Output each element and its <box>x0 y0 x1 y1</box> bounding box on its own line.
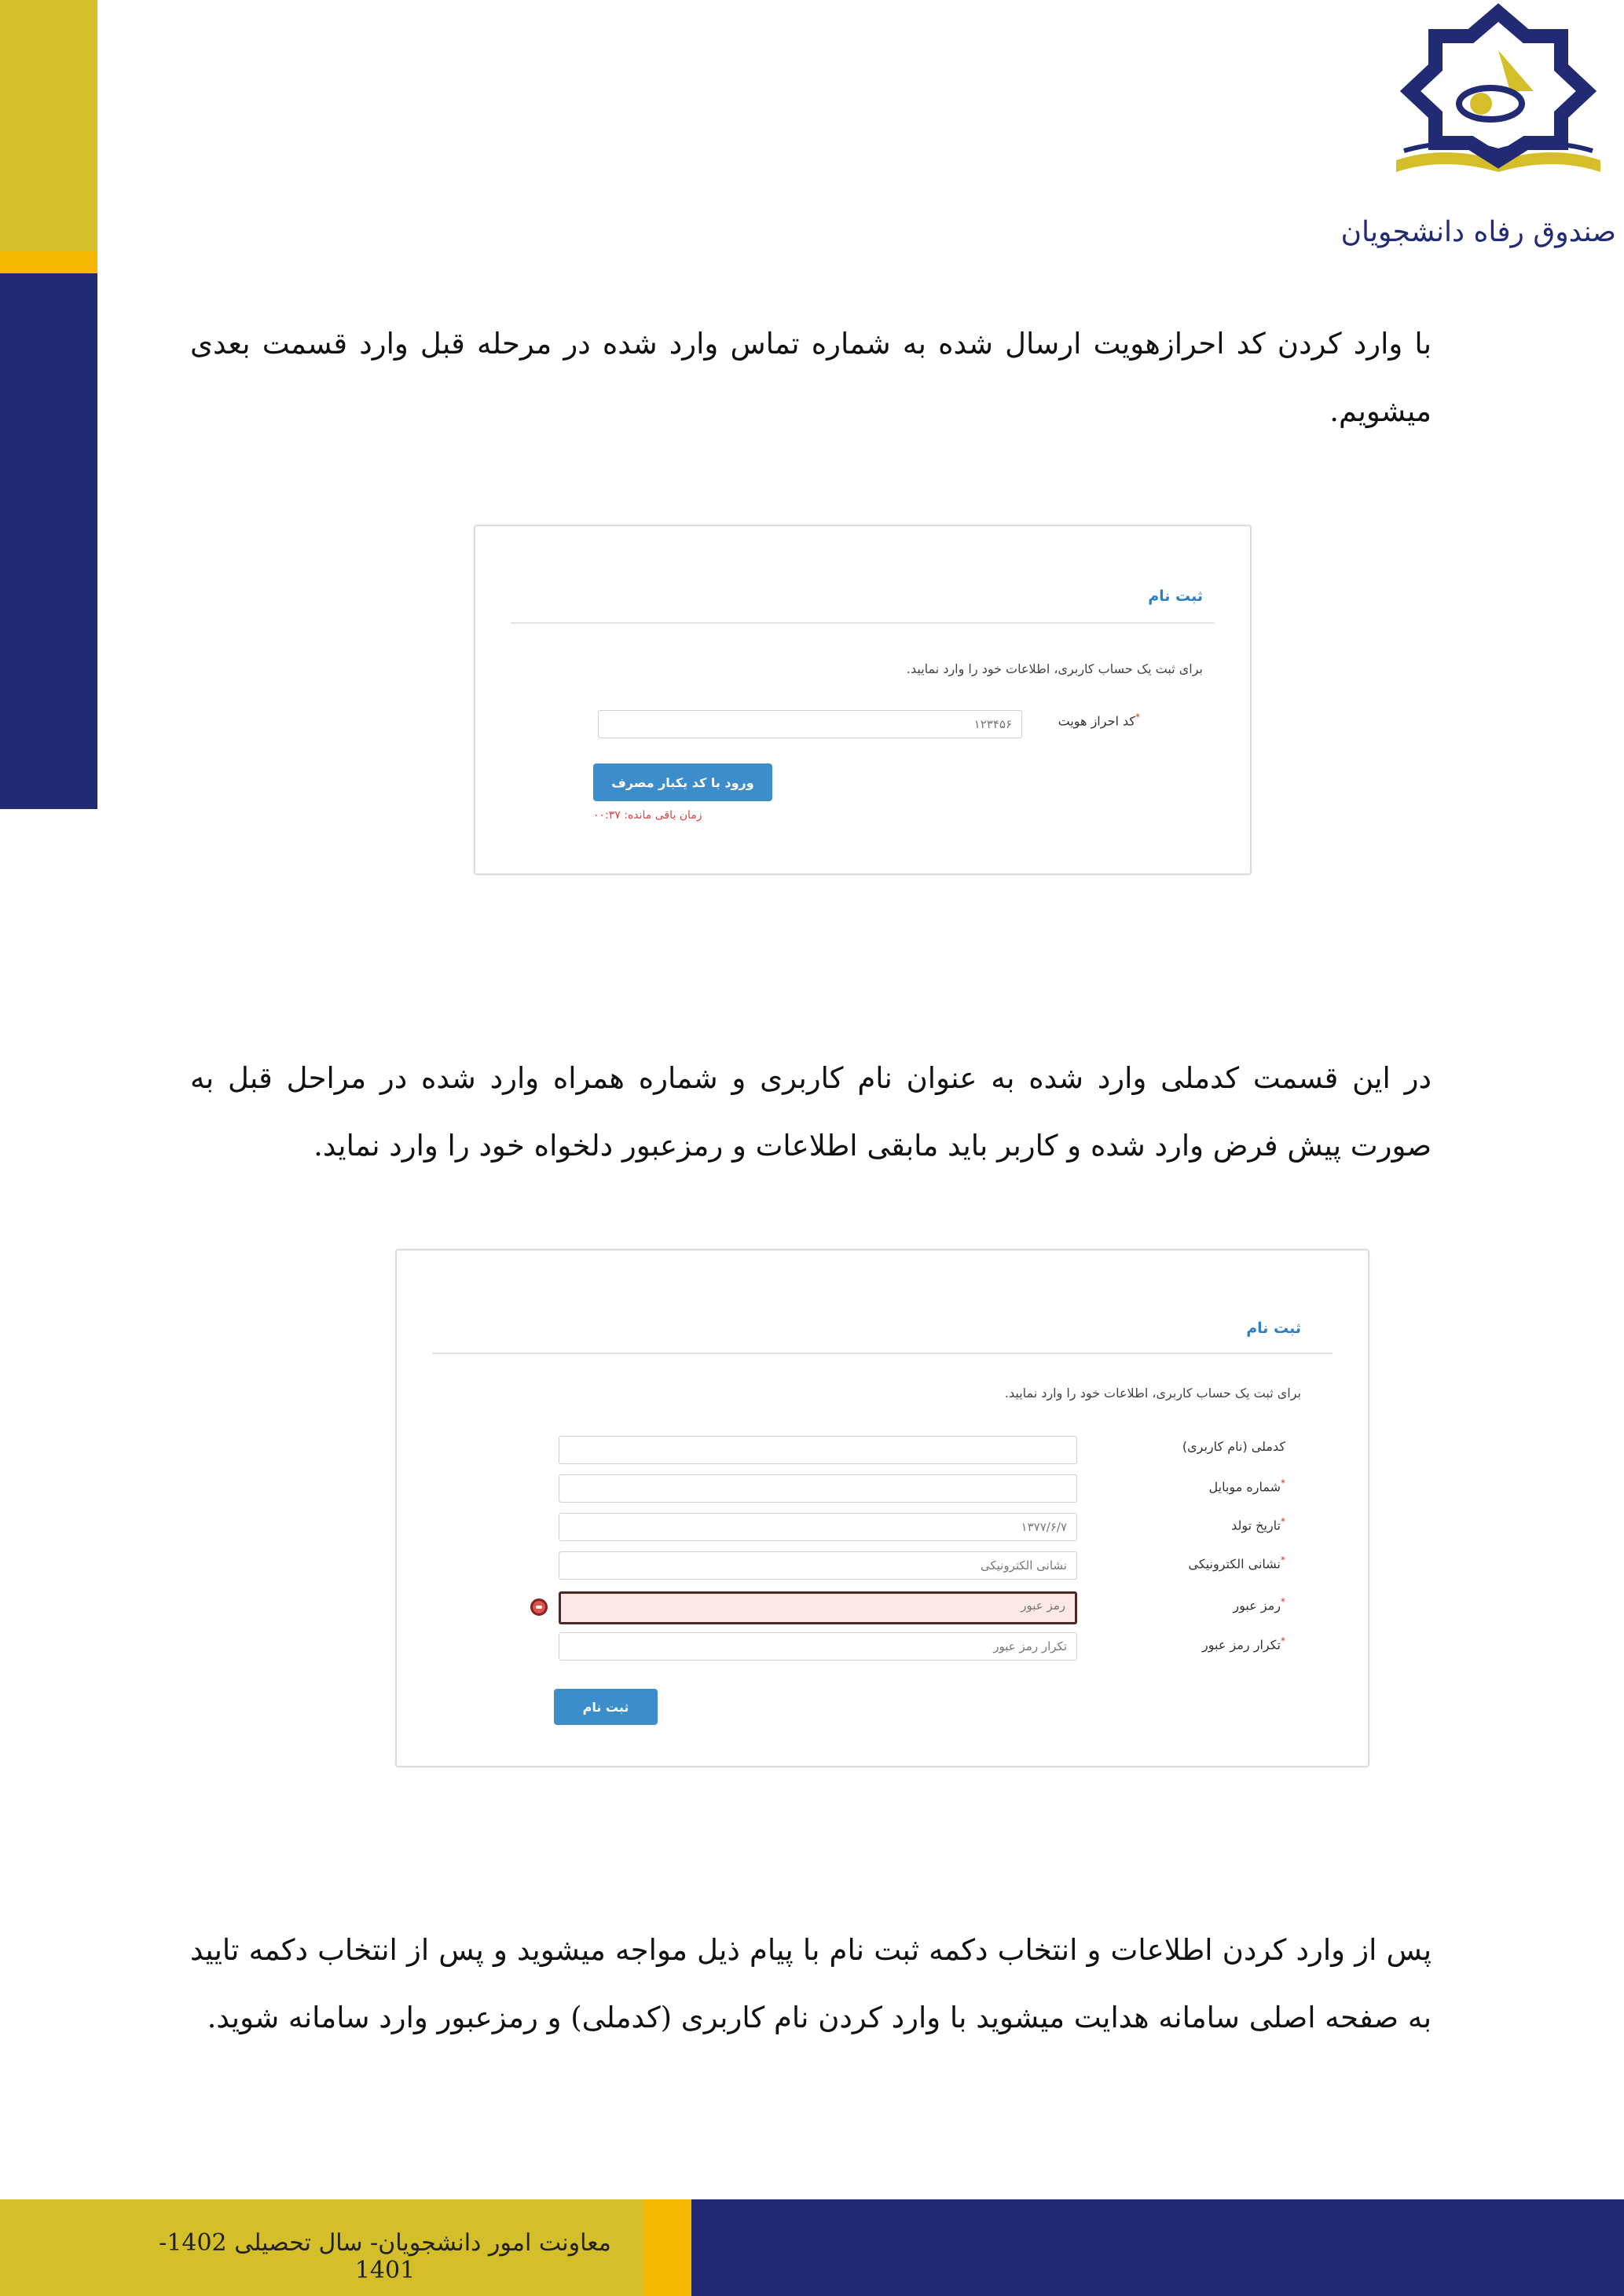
footer-bar-orange <box>644 2199 691 2296</box>
countdown-timer: زمان باقی مانده: ۰۰:۳۷ <box>593 809 702 822</box>
mobile-label: *شماره موبایل <box>1208 1478 1285 1495</box>
footer-text: معاونت امور دانشجویان- سال تحصیلی 1402-1401 <box>159 2229 611 2284</box>
otp-login-button[interactable]: ورود با کد یکبار مصرف <box>593 764 772 801</box>
paragraph-after-register: پس از وارد کردن اطلاعات و انتخاب دکمه ثبت نام با پیام ذیل مواجه میشوید و پس از انتخاب دکمه تایید به صفحه اصلی سامانه هدایت میشوید با وارد کردن نام کاربری (کدملی) و رمزعبور وارد سامانه شوید. <box>190 1933 1432 2034</box>
registration-screenshot-panel <box>395 1249 1369 1767</box>
mobile-field[interactable] <box>559 1474 1077 1503</box>
panel-subtitle: برای ثبت یک حساب کاربری، اطلاعات خود را وارد نمایید. <box>906 661 1203 676</box>
divider <box>432 1353 1333 1354</box>
national-id-field[interactable] <box>559 1436 1077 1464</box>
paragraph-otp-intro: با وارد کردن کد احرازهویت ارسال شده به شماره تماس وارد شده در مرحله قبل وارد قسمت بعدی میشویم. <box>190 327 1432 428</box>
side-bar-orange <box>0 251 97 273</box>
birthdate-field[interactable]: ۱۳۷۷/۶/۷ <box>559 1513 1077 1541</box>
register-button[interactable]: ثبت نام <box>554 1689 658 1725</box>
email-label: *نشانی الکترونیکی <box>1188 1554 1285 1572</box>
divider <box>511 622 1215 624</box>
national-id-label: کدملی (نام کاربری) <box>1182 1439 1285 1454</box>
confirm-password-field[interactable]: تکرار رمز عبور <box>559 1632 1077 1661</box>
confirm-password-label: *تکرار رمز عبور <box>1202 1635 1285 1653</box>
email-field[interactable]: نشانی الکترونیکی <box>559 1551 1077 1580</box>
brand-name: صندوق رفاه دانشجویان <box>1340 216 1616 248</box>
password-field[interactable]: رمز عبور <box>559 1591 1077 1624</box>
srd-logo-icon <box>1380 3 1616 184</box>
otp-screenshot-panel <box>474 525 1252 875</box>
birthdate-label: *تاریخ تولد <box>1231 1516 1285 1533</box>
side-bar-yellow <box>0 0 97 251</box>
password-label: *رمز عبور <box>1233 1596 1285 1613</box>
otp-label: *کد احراز هویت <box>1058 712 1140 729</box>
paragraph-form-intro: در این قسمت کدملی وارد شده به عنوان نام کاربری و شماره همراه وارد شده در مراحل قبل به صورت پیش فرض وارد شده و کاربر باید مابقی اطلاعات و رمزعبور دلخواه خود را وارد نماید. <box>190 1061 1432 1163</box>
panel-title: ثبت نام <box>1246 1320 1301 1337</box>
footer-bar-navy <box>691 2199 1624 2296</box>
side-bar-navy <box>0 273 97 809</box>
panel-subtitle: برای ثبت یک حساب کاربری، اطلاعات خود را وارد نمایید. <box>1004 1386 1301 1401</box>
error-icon <box>530 1598 548 1616</box>
panel-title: ثبت نام <box>1148 588 1203 605</box>
otp-input[interactable]: ۱۲۳۴۵۶ <box>598 710 1022 738</box>
